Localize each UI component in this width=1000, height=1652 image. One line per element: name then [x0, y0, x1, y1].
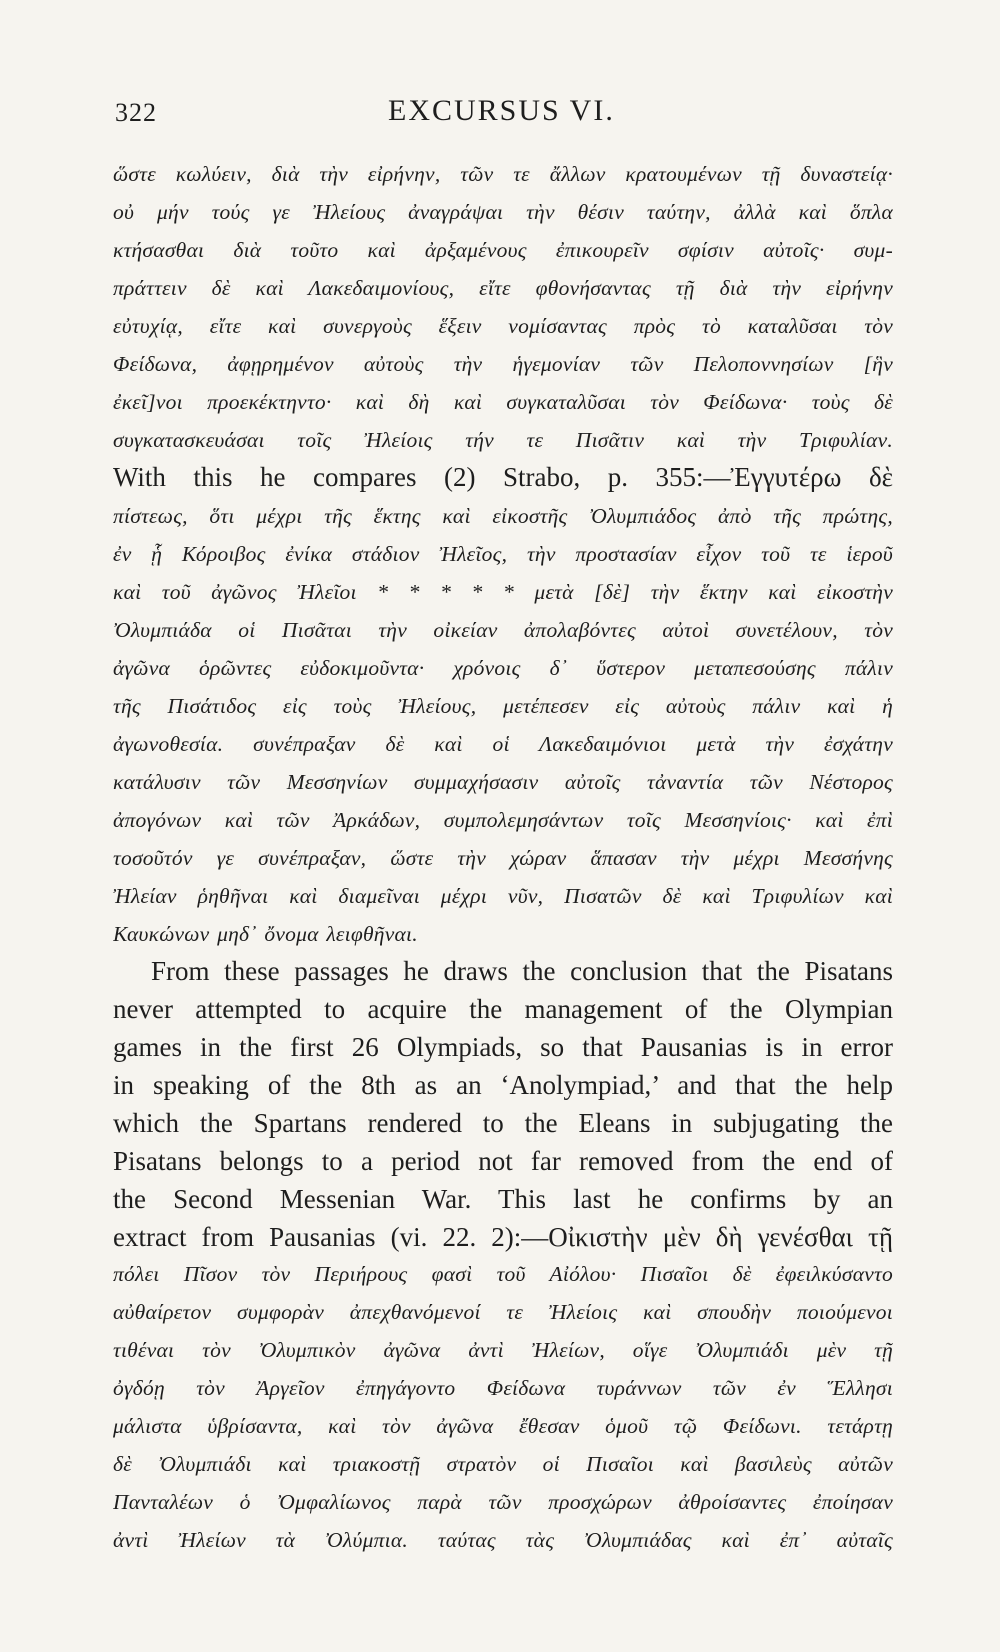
greek-text-line: Ἠλείαν ῥηθῆναι καὶ διαμεῖναι μέχρι νῦν, Πισατῶν δὲ καὶ Τριφυλίων καὶ — [113, 884, 893, 908]
greek-text-line: κτήσασθαι διὰ τοῦτο καὶ ἀρξαμένους ἐπικουρεῖν σφίσιν αὐτοῖς· συμ- — [113, 238, 893, 262]
running-head: EXCURSUS VI. — [388, 94, 615, 127]
greek-text-line: ἐν ᾗ Κόροιβος ἐνίκα στάδιον Ἠλεῖος, τὴν προστασίαν εἶχον τοῦ τε ἱεροῦ — [113, 542, 893, 566]
greek-text-line: Πανταλέων ὁ Ὀμφαλίωνος παρὰ τῶν προσχώρων ἀθροίσαντες ἐποίησαν — [113, 1490, 893, 1514]
greek-text-line: πίστεως, ὅτι μέχρι τῆς ἕκτης καὶ εἰκοστῆς Ὀλυμπιάδος ἀπὸ τῆς πρώτης, — [113, 504, 893, 528]
greek-text-line: οὐ μήν τούς γε Ἠλείους ἀναγράψαι τὴν θέσιν ταύτην, ἀλλὰ καὶ ὅπλα — [113, 200, 893, 224]
greek-text-line: πόλει Πῖσον τὸν Περιήρους φασὶ τοῦ Αἰόλου· Πισαῖοι δὲ ἐφειλκύσαντο — [113, 1262, 893, 1286]
greek-text-line: ἀγῶνα ὁρῶντες εὐδοκιμοῦντα· χρόνοις δ᾽ ὕστερον μεταπεσούσης πάλιν — [113, 656, 893, 680]
greek-text-line: τῆς Πισάτιδος εἰς τοὺς Ἠλείους, μετέπεσεν εἰς αὐτοὺς πάλιν καὶ ἡ — [113, 694, 893, 718]
greek-text-line: μάλιστα ὑβρίσαντα, καὶ τὸν ἀγῶνα ἔθεσαν ὁμοῦ τῷ Φείδωνι. τετάρτῃ — [113, 1414, 893, 1438]
greek-text-line: πράττειν δὲ καὶ Λακεδαιμονίους, εἴτε φθονήσαντας τῇ διὰ τὴν εἰρήνην — [113, 276, 893, 300]
greek-text-line: ἀπογόνων καὶ τῶν Ἀρκάδων, συμπολεμησάντων τοῖς Μεσσηνίοις· καὶ ἐπὶ — [113, 808, 893, 832]
greek-text-line: εὐτυχίᾳ, εἴτε καὶ συνεργοὺς ἕξειν νομίσαντας πρὸς τὸ καταλῦσαι τὸν — [113, 314, 893, 338]
greek-text-line: Καυκώνων μηδ᾽ ὄνομα λειφθῆναι. — [113, 922, 418, 946]
greek-text-line: ὀγδόῃ τὸν Ἀργεῖον ἐπηγάγοντο Φείδωνα τυράννων τῶν ἐν Ἕλλησι — [113, 1376, 893, 1400]
english-text-line: From these passages he draws the conclusion that the Pisatans — [151, 956, 893, 986]
english-text-line: games in the first 26 Olympiads, so that Pausanias is in error — [113, 1032, 893, 1062]
greek-text-line: Ὀλυμπιάδα οἱ Πισᾶται τὴν οἰκείαν ἀπολαβόντες αὐτοὶ συνετέλουν, τὸν — [113, 618, 893, 642]
greek-text-line: δὲ Ὀλυμπιάδι καὶ τριακοστῇ στρατὸν οἱ Πισαῖοι καὶ βασιλεὺς αὐτῶν — [113, 1452, 893, 1476]
english-text-line: the Second Messenian War. This last he confirms by an — [113, 1184, 893, 1214]
greek-text-line: τοσοῦτόν γε συνέπραξαν, ὥστε τὴν χώραν ἅπασαν τὴν μέχρι Μεσσήνης — [113, 846, 893, 870]
greek-text-line: αὐθαίρετον συμφορὰν ἀπεχθανόμενοί τε Ἠλείοις καὶ σπουδὴν ποιούμενοι — [113, 1300, 893, 1324]
english-text-line: in speaking of the 8th as an ‘Anolympiad,’ and that the help — [113, 1070, 893, 1100]
greek-text-line: ἀντὶ Ἠλείων τὰ Ὀλύμπια. ταύτας τὰς Ὀλυμπιάδας καὶ ἐπ᾽ αὐταῖς — [113, 1528, 893, 1552]
greek-text-line: τιθέναι τὸν Ὀλυμπικὸν ἀγῶνα ἀντὶ Ἠλείων, οἵγε Ὀλυμπιάδι μὲν τῇ — [113, 1338, 893, 1362]
english-text-line: extract from Pausanias (vi. 22. 2):—Οἰκιστὴν μὲν δὴ γενέσθαι τῇ — [113, 1222, 893, 1252]
page-number: 322 — [115, 98, 157, 127]
greek-text-line: ἐκεῖ]νοι προεκέκτηντο· καὶ δὴ καὶ συγκαταλῦσαι τὸν Φείδωνα· τοὺς δὲ — [113, 390, 893, 414]
greek-text-line: Φείδωνα, ἀφῃρημένον αὐτοὺς τὴν ἡγεμονίαν τῶν Πελοποννησίων [ἣν — [113, 352, 893, 376]
english-text-line: With this he compares (2) Strabo, p. 355:—Ἐγγυτέρω δὲ — [113, 462, 893, 492]
english-text-line: never attempted to acquire the management of the Olympian — [113, 994, 893, 1024]
greek-text-line: συγκατασκευάσαι τοῖς Ἠλείοις τήν τε Πισᾶτιν καὶ τὴν Τριφυλίαν. — [113, 428, 893, 452]
english-text-line: which the Spartans rendered to the Eleans in subjugating the — [113, 1108, 893, 1138]
greek-text-line: ὥστε κωλύειν, διὰ τὴν εἰρήνην, τῶν τε ἄλλων κρατουμένων τῇ δυναστείᾳ· — [113, 162, 893, 186]
page-header — [0, 92, 1000, 136]
greek-text-line: κατάλυσιν τῶν Μεσσηνίων συμμαχήσασιν αὐτοῖς τἀναντία τῶν Νέστορος — [113, 770, 893, 794]
greek-text-line: ἀγωνοθεσία. συνέπραξαν δὲ καὶ οἱ Λακεδαιμόνιοι μετὰ τὴν ἐσχάτην — [113, 732, 893, 756]
english-text-line: Pisatans belongs to a period not far removed from the end of — [113, 1146, 893, 1176]
greek-text-line: καὶ τοῦ ἀγῶνος Ἠλεῖοι * * * * * μετὰ [δὲ] τὴν ἕκτην καὶ εἰκοστὴν — [113, 580, 893, 604]
